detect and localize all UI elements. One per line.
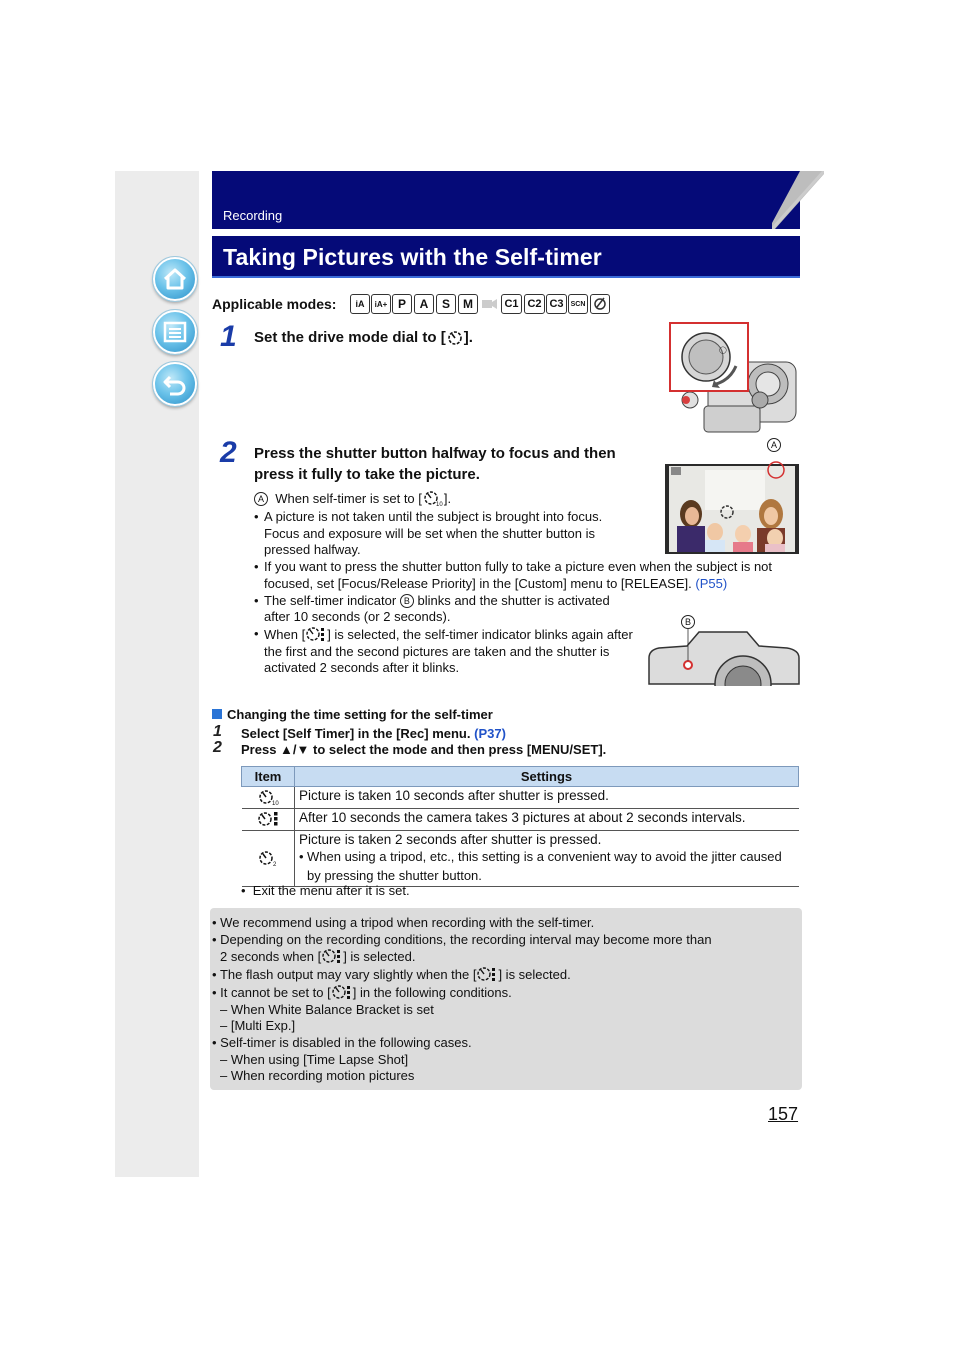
mode-ia-icon: iA <box>350 294 370 314</box>
self-timer-settings-table <box>241 766 799 887</box>
header-settings: Settings <box>295 767 799 787</box>
mode-creative-control-icon <box>590 294 610 314</box>
self-timer-10s-3pics-icon <box>331 984 353 1000</box>
changing-step-1: 1 Select [Self Timer] in the [Rec] menu. (P37) <box>213 723 506 741</box>
note-cannot-set: • It cannot be set to [ ] in the following conditions. <box>212 984 512 1000</box>
row-sub-note: • When using a tripod, etc., this setting is a convenient way to avoid the jitter caused by pressing the shutter button. <box>299 847 795 885</box>
mode-s-icon: S <box>436 294 456 314</box>
table-row <box>242 809 799 831</box>
svg-text:10: 10 <box>435 502 443 506</box>
note-a: A When self-timer is set to [ 10 ]. <box>254 490 451 508</box>
contents-button[interactable] <box>153 310 197 354</box>
header-gap <box>212 229 800 236</box>
header-band <box>212 171 800 229</box>
mode-p-icon: P <box>392 294 412 314</box>
self-timer-icon <box>446 329 464 345</box>
step-2-text: Press the shutter button halfway to focus and then press it fully to take the picture. <box>254 445 616 483</box>
self-timer-10s-3pics-icon <box>321 948 343 964</box>
mode-scn-icon: SCN <box>568 294 588 314</box>
notes <box>212 915 792 1085</box>
note-interval-cont: 2 seconds when [ ] is selected. <box>220 949 416 965</box>
note-cannot-set-item: – When White Balance Bracket is set <box>220 1001 434 1017</box>
marker-b: B <box>400 594 414 608</box>
photo-marker-b: B <box>681 614 695 631</box>
link-p37[interactable]: (P37) <box>474 726 506 741</box>
bullet-focus: • A picture is not taken until the subject is brought into focus. Focus and exposure will be set when the shutter button is pressed halfway. <box>254 509 634 559</box>
table-row <box>242 787 799 809</box>
marker-a: A <box>254 492 268 506</box>
exit-note: • Exit the menu after it is set. <box>241 883 410 898</box>
page-number: 157 <box>768 1104 799 1124</box>
photo-marker-a: A <box>767 437 781 454</box>
table-row <box>242 831 799 887</box>
mode-c1-icon: C1 <box>501 294 522 314</box>
link-p55[interactable]: (P55) <box>695 575 728 591</box>
contents-list-icon <box>162 319 188 345</box>
row-text: After 10 seconds the camera takes 3 pictures at about 2 seconds intervals. <box>295 809 799 831</box>
row-icon-cell <box>242 831 295 887</box>
section-square-icon <box>212 709 222 719</box>
row-icon-cell <box>242 787 295 809</box>
back-button[interactable] <box>153 362 197 406</box>
note-cannot-set-item: – [Multi Exp.] <box>220 1018 296 1034</box>
self-timer-10s-3pics-icon <box>305 626 327 642</box>
svg-text:◯: ◯ <box>719 347 727 354</box>
bullet-indicator: • The self-timer indicator B blinks and the shutter is activated after 10 seconds (or 2 seconds). <box>254 593 634 626</box>
note-disabled-item: – When using [Time Lapse Shot] <box>220 1051 409 1067</box>
back-icon <box>162 371 188 397</box>
self-timer-monitor-photo <box>665 454 801 555</box>
table-header-row <box>242 767 799 787</box>
bullet-release-priority: • If you want to press the shutter button fully to take a picture even when the subject is not focused, set [Focus/Release Priority] in the [Custom] menu to [RELEASE]. (P55) <box>254 559 774 592</box>
home-icon <box>162 266 188 292</box>
self-timer-2s-icon <box>256 848 280 866</box>
note-disabled-item: – When recording motion pictures <box>220 1068 415 1084</box>
note-disabled: • Self-timer is disabled in the following cases. <box>212 1034 472 1050</box>
row-text: Picture is taken 10 seconds after shutter is pressed. <box>295 787 799 809</box>
row-text: Picture is taken 2 seconds after shutter is pressed. • When using a tripod, etc., this setting is a convenient way to avoid the jitter caused by pressing the shutter button. <box>295 831 799 887</box>
mode-c3-icon: C3 <box>546 294 567 314</box>
step-1-text: Set the drive mode dial to [ ]. <box>254 329 473 346</box>
movie-mode-disabled-icon <box>481 297 499 311</box>
changing-time-heading: Changing the time setting for the self-timer <box>212 707 493 722</box>
bullet-burst-timer: • When [ ] is selected, the self-timer indicator blinks again after the first and the second pictures are taken and the shutter is activated 2 seconds after it blinks. <box>254 626 634 677</box>
self-timer-10s-icon <box>422 490 444 506</box>
self-timer-10s-icon <box>256 787 280 805</box>
note-interval: • Depending on the recording conditions, the recording interval may become more than <box>212 931 712 947</box>
mode-a-icon: A <box>414 294 434 314</box>
mode-c2-icon: C2 <box>524 294 545 314</box>
home-button[interactable] <box>153 257 197 301</box>
camera-front-indicator-illustration <box>647 628 801 686</box>
step-1-number: 1 <box>220 320 237 353</box>
changing-step-2: 2 Press ▲/▼ to select the mode and then press [MENU/SET]. <box>213 739 607 757</box>
svg-text:2: 2 <box>272 862 277 866</box>
mode-m-icon: M <box>458 294 478 314</box>
header-corner-decoration <box>772 171 824 229</box>
step-2-number: 2 <box>220 436 237 469</box>
section-label: Recording <box>223 208 283 223</box>
applicable-modes-label: Applicable modes: <box>212 296 337 312</box>
mode-ia-plus-icon: iA+ <box>371 294 391 314</box>
self-timer-10s-3pics-icon <box>476 966 498 982</box>
header-item: Item <box>242 767 295 787</box>
camera-drive-dial-illustration <box>668 322 802 436</box>
note-flash: • The flash output may vary slightly when the [ ] is selected. <box>212 967 571 983</box>
svg-text:10: 10 <box>271 801 279 805</box>
page-title: Taking Pictures with the Self-timer <box>223 244 602 270</box>
row-icon-cell <box>242 809 295 831</box>
note-tripod: • We recommend using a tripod when recording with the self-timer. <box>212 915 595 930</box>
self-timer-10s-3pics-icon <box>256 809 280 827</box>
